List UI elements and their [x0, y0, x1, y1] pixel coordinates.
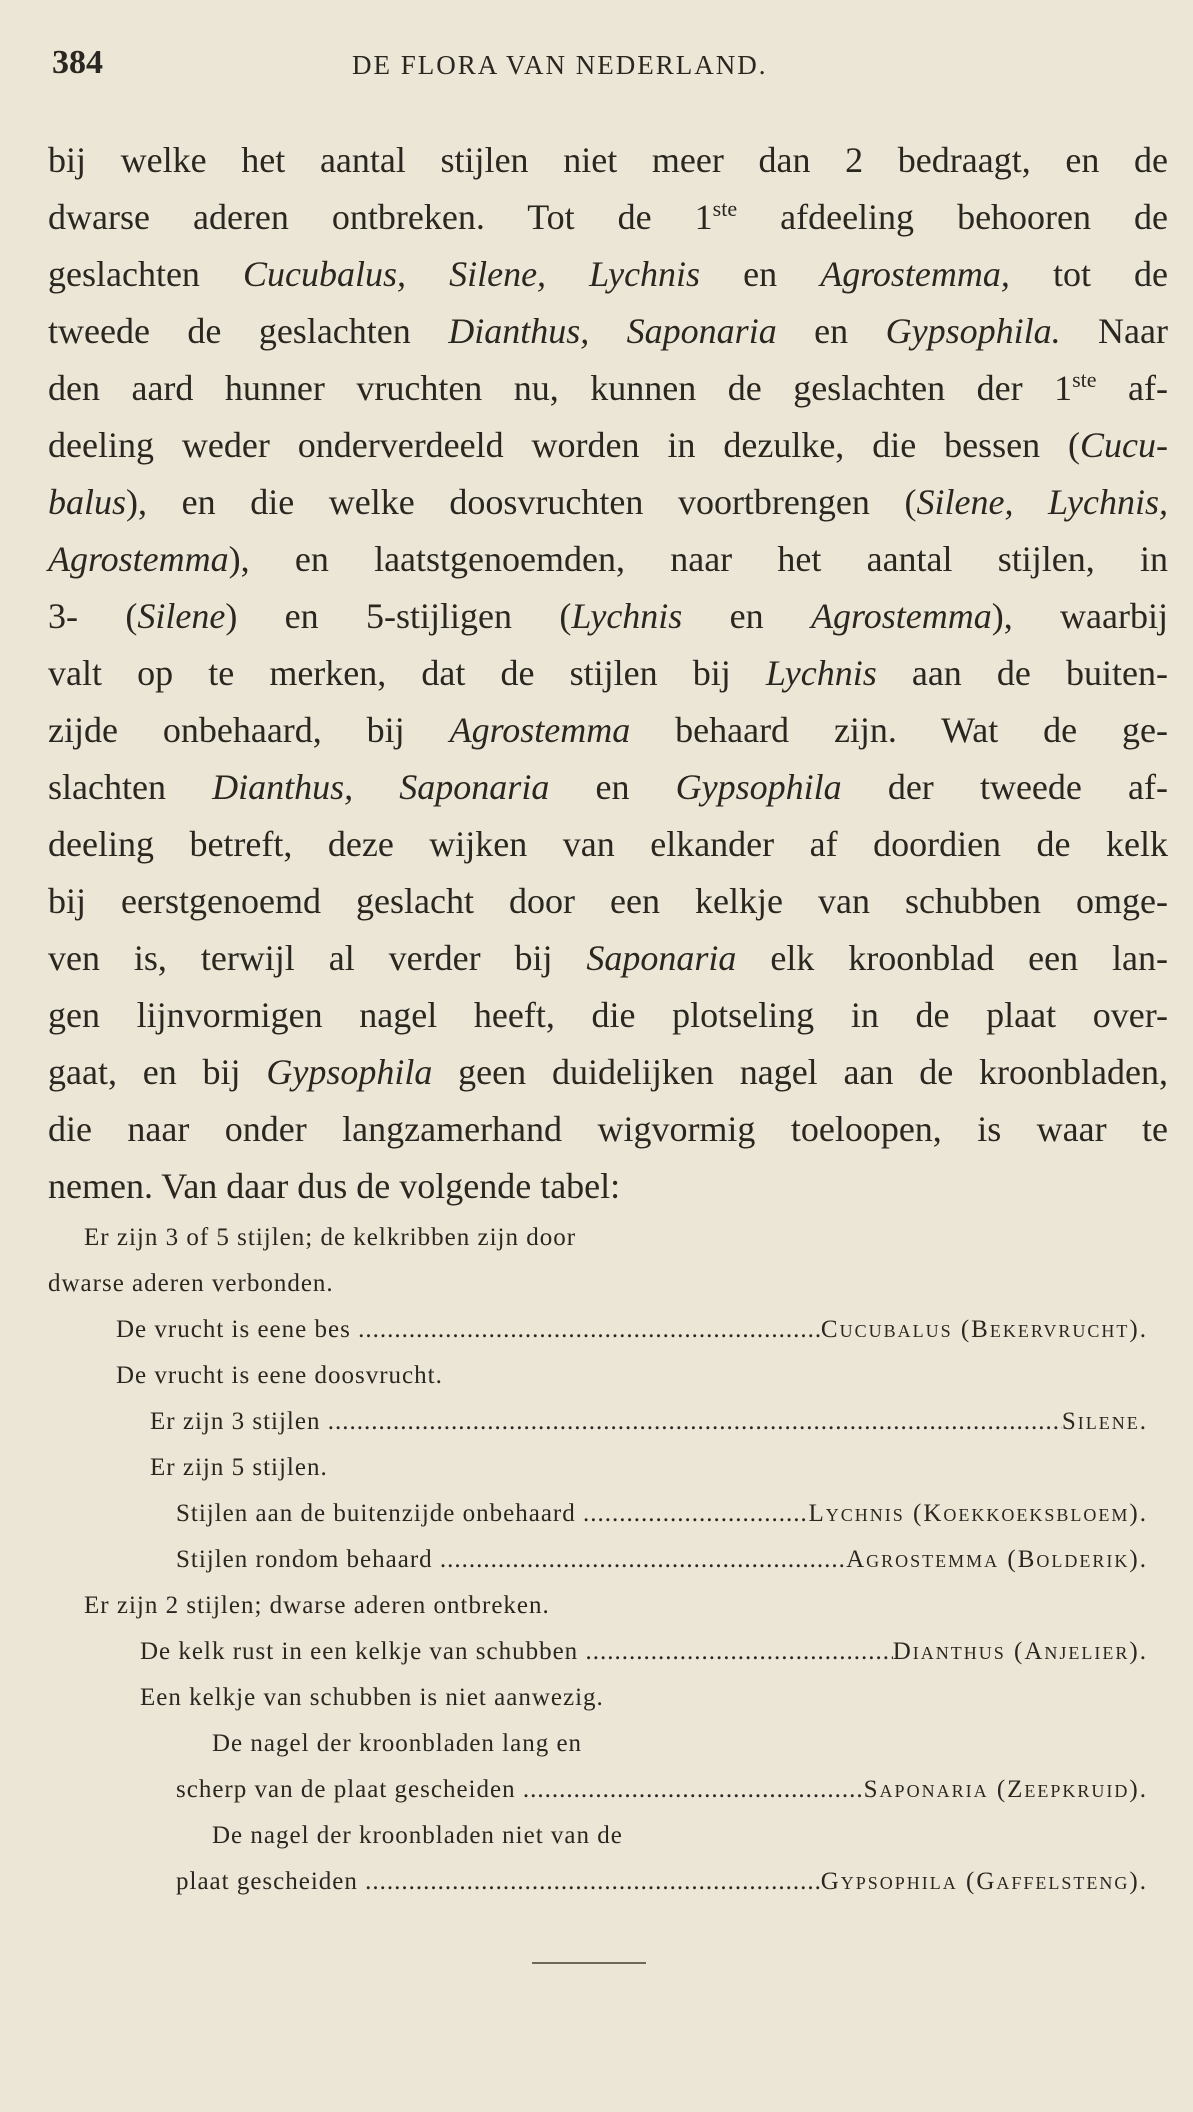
key-entry: [48, 1629, 1148, 1675]
key-line: De nagel der kroonbladen lang en: [212, 1730, 583, 1757]
key-genus: Agrostemma (Bolderik).: [846, 1546, 1148, 1573]
body-paragraph: [48, 132, 1168, 1215]
key-line: dwarse aderen verbonden.: [48, 1270, 334, 1297]
text-line: [48, 474, 1168, 531]
text-line: [48, 417, 1168, 474]
text-run: en: [549, 767, 676, 807]
italic-genus: Dianthus, Saponaria: [448, 311, 777, 351]
text-run: aan de buiten-: [876, 653, 1168, 693]
text-run: en: [776, 311, 886, 351]
text-run: en: [700, 254, 821, 294]
text-run: tweede de geslachten: [48, 311, 449, 351]
text-line: [48, 531, 1168, 588]
key-leader: De vrucht is eene bes .....: [116, 1307, 821, 1353]
text-line: [48, 360, 1168, 417]
text-run: slachten: [48, 767, 213, 807]
text-run: ), en laatstgenoemden, naar het aantal stijlen, in: [228, 539, 1168, 579]
italic-genus: Gypsophila: [266, 1052, 433, 1092]
text-line: [48, 1044, 1168, 1101]
text-run: ven is, terwijl al verder bij: [48, 938, 587, 978]
text-run: ), waarbij: [991, 596, 1169, 636]
text-run: af-: [1096, 368, 1168, 408]
text-run: dwarse aderen ontbreken. Tot de 1: [48, 197, 713, 237]
key-leader: Er zijn 3 stijlen .....: [150, 1399, 1062, 1445]
key-entry: [48, 1859, 1148, 1905]
key-leader: plaat gescheiden .....: [176, 1859, 821, 1905]
text-run: tot de: [1009, 254, 1168, 294]
text-run: Naar: [1060, 311, 1168, 351]
key-line: Er zijn 3 of 5 stijlen; de kelkribben zijn door: [84, 1224, 577, 1251]
italic-genus: Agrostemma: [811, 596, 992, 636]
text-line: [48, 645, 1168, 702]
key-genus: Saponaria (Zeepkruid).: [863, 1776, 1148, 1803]
key-line: De nagel der kroonbladen niet van de: [212, 1822, 623, 1849]
italic-genus: Gypsophila: [675, 767, 842, 807]
end-rule: [532, 1962, 646, 1964]
key-leader: scherp van de plaat gescheiden .....: [176, 1767, 864, 1813]
text-line: [48, 1101, 1168, 1158]
text-line: [48, 816, 1168, 873]
text-run: elk kroonblad een lan-: [736, 938, 1168, 978]
superscript: ste: [1072, 367, 1097, 392]
italic-genus: Agrostemma: [48, 539, 229, 579]
text-line: [48, 189, 1168, 246]
key-entry: [48, 1537, 1148, 1583]
text-run: deeling weder onderverdeeld worden in dezulke, die bessen (: [48, 425, 1081, 465]
italic-genus: Lychnis: [765, 653, 877, 693]
key-leader: Stijlen aan de buitenzijde onbehaard .....: [176, 1491, 809, 1537]
italic-genus: Dianthus, Saponaria: [212, 767, 550, 807]
key-genus: Silene.: [1061, 1408, 1148, 1435]
text-run: geen duidelijken nagel aan de kroonbladen,: [432, 1052, 1168, 1092]
text-line: [48, 759, 1168, 816]
text-run: 3- (: [48, 596, 138, 636]
text-run: deeling betreft, deze wijken van elkander af doordien de kelk: [48, 824, 1168, 864]
superscript: ste: [712, 196, 738, 221]
key-line: De vrucht is eene doosvrucht.: [116, 1362, 443, 1389]
italic-genus: balus: [48, 482, 127, 522]
text-line: [48, 132, 1168, 189]
italic-genus: Cucubalus, Silene, Lychnis: [243, 254, 701, 294]
key-genus: Gypsophila (Gaffelsteng).: [820, 1868, 1148, 1895]
text-run: gen lijnvormigen nagel heeft, die plotseling in de plaat over-: [48, 995, 1168, 1035]
page-number: 384: [52, 44, 103, 81]
key-genus: Cucubalus (Bekervrucht).: [820, 1316, 1148, 1343]
text-line: [48, 702, 1168, 759]
key-genus: Lychnis (Koekkoeksbloem).: [808, 1500, 1148, 1527]
text-run: zijde onbehaard, bij: [48, 710, 450, 750]
text-line: [48, 1158, 1168, 1215]
key-line: Er zijn 2 stijlen; dwarse aderen ontbreken.: [84, 1592, 550, 1619]
italic-genus: Silene, Lychnis,: [916, 482, 1168, 522]
text-run: en: [682, 596, 812, 636]
text-line: [48, 246, 1168, 303]
italic-genus: Saponaria: [586, 938, 737, 978]
text-run: den aard hunner vruchten nu, kunnen de geslachten der 1: [48, 368, 1073, 408]
key-line: Er zijn 5 stijlen.: [150, 1454, 328, 1481]
key-entry: [48, 1307, 1148, 1353]
text-run: bij welke het aantal stijlen niet meer dan 2 bedraagt, en de: [48, 140, 1168, 180]
key-entry: [48, 1399, 1148, 1445]
text-run: geslachten: [48, 254, 244, 294]
italic-genus: Gypsophila.: [885, 311, 1061, 351]
running-head: DE FLORA VAN NEDERLAND.: [352, 50, 768, 80]
key-entry: [48, 1491, 1148, 1537]
text-line: [48, 303, 1168, 360]
text-run: gaat, en bij: [48, 1052, 267, 1092]
key-leader: Stijlen rondom behaard .....: [176, 1537, 846, 1583]
identification-key-table: [48, 1215, 1148, 1905]
text-run: ), en die welke doosvruchten voortbrengen (: [126, 482, 917, 522]
italic-genus: Agrostemma,: [820, 254, 1010, 294]
text-run: bij eerstgenoemd geslacht door een kelkje van schubben omge-: [48, 881, 1168, 921]
key-leader: De kelk rust in een kelkje van schubben .....: [140, 1629, 893, 1675]
italic-genus: Silene: [137, 596, 226, 636]
key-line: Een kelkje van schubben is niet aanwezig.: [140, 1684, 604, 1711]
text-run: die naar onder langzamerhand wigvormig toeloopen, is waar te: [48, 1109, 1168, 1149]
text-line: [48, 588, 1168, 645]
text-line: [48, 987, 1168, 1044]
italic-genus: Agrostemma: [449, 710, 631, 750]
text-run: valt op te merken, dat de stijlen bij: [48, 653, 766, 693]
text-run: afdeeling behooren de: [737, 197, 1168, 237]
text-run: nemen. Van daar dus de volgende tabel:: [48, 1166, 621, 1206]
page-header: [52, 44, 1152, 84]
italic-genus: Cucu-: [1080, 425, 1168, 465]
text-line: [48, 930, 1168, 987]
text-line: [48, 873, 1168, 930]
key-entry: [48, 1767, 1148, 1813]
key-genus: Dianthus (Anjelier).: [892, 1638, 1148, 1665]
italic-genus: Lychnis: [571, 596, 683, 636]
text-run: ) en 5-stijligen (: [225, 596, 572, 636]
text-run: der tweede af-: [841, 767, 1169, 807]
text-run: behaard zijn. Wat de ge-: [630, 710, 1168, 750]
